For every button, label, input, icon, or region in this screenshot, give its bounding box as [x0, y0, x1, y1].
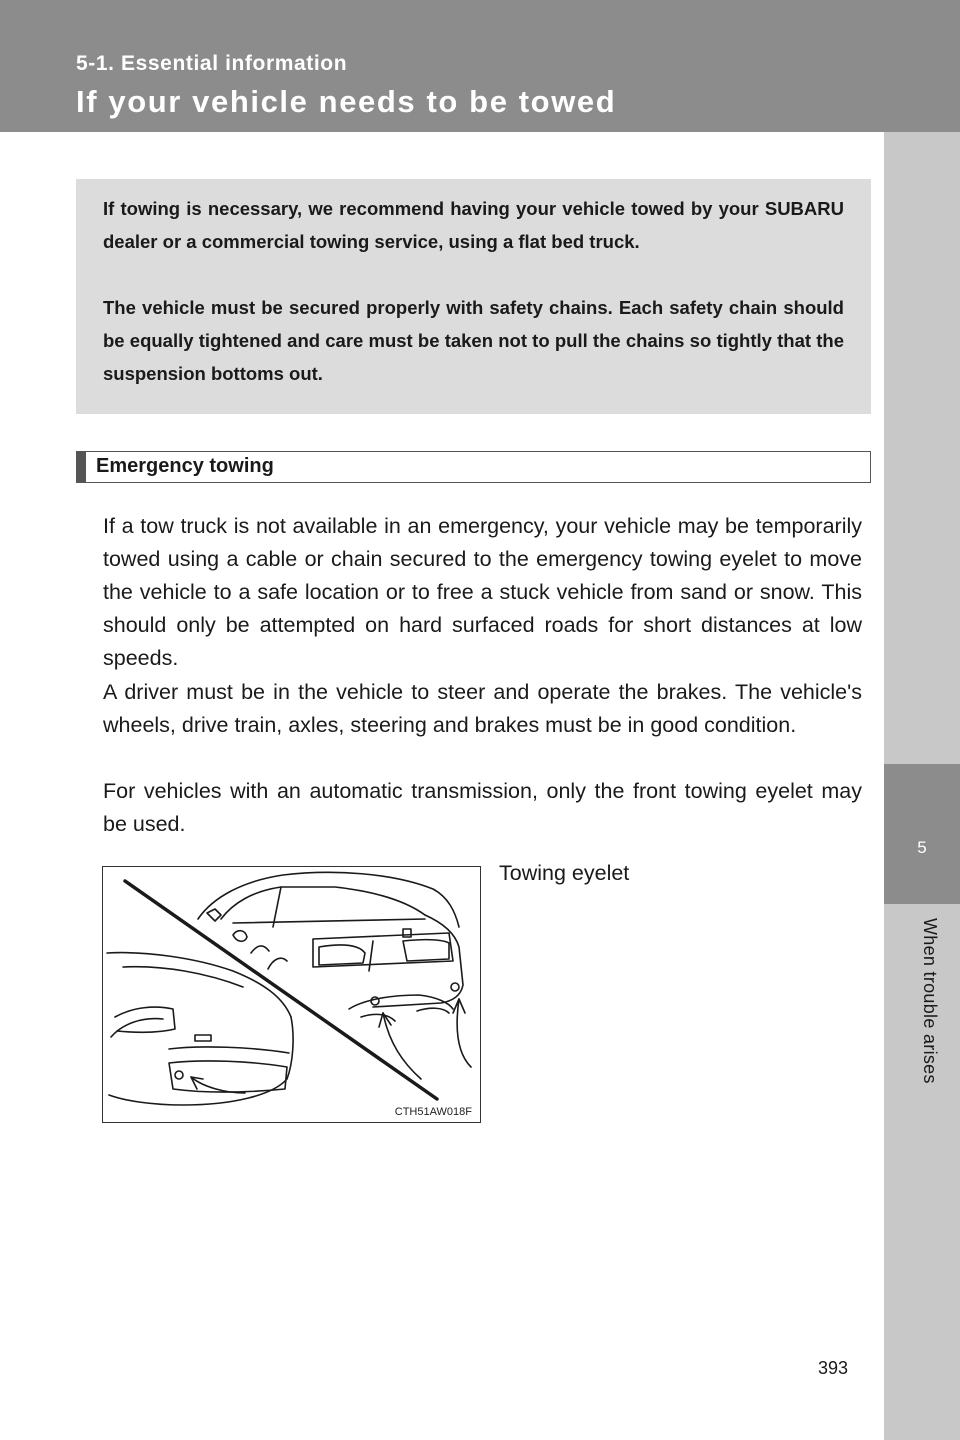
chapter-label: When trouble arises [920, 918, 940, 1084]
intro-paragraph-1: If towing is necessary, we recommend having your vehicle towed by your SUBARU dealer or a commercial towing service, using a flat bed truck. [103, 198, 844, 252]
page-title: If your vehicle needs to be towed [76, 84, 617, 119]
intro-box [76, 179, 871, 414]
heading-bar [77, 452, 86, 482]
emergency-paragraph-2: A driver must be in the vehicle to steer and operate the brakes. The vehicle's wheels, drive train, axles, steering and brakes must be in good condition. [103, 680, 862, 737]
intro-paragraph-2: The vehicle must be secured properly with safety chains. Each safety chain should be equally tightened and care must be taken not to pull the chains so tightly that the suspension bottoms out. [103, 297, 844, 384]
towing-eyelet-callout: Towing eyelet [499, 861, 630, 885]
section-label: 5-1. Essential information [76, 52, 348, 75]
car-line-drawing [103, 867, 480, 1122]
page-number: 393 [818, 1358, 849, 1378]
page-header [0, 0, 960, 132]
emergency-paragraph-1: If a tow truck is not available in an emergency, your vehicle may be temporarily towed using a cable or chain secured to the emergency towing eyelet to move the vehicle to a safe location or to free a stuck vehicle from sand or snow. This should only be attempted on hard surfaced roads for short distances at low speeds. [103, 514, 862, 670]
emergency-towing-heading [76, 451, 871, 483]
towing-eyelet-illustration [102, 866, 481, 1123]
figure-code: CTH51AW018F [394, 1106, 472, 1118]
heading-text: Emergency towing [96, 455, 274, 477]
emergency-paragraph-3: For vehicles with an automatic transmission, only the front towing eyelet may be used. [103, 779, 862, 836]
chapter-number-box [884, 764, 960, 904]
chapter-number: 5 [917, 838, 927, 857]
